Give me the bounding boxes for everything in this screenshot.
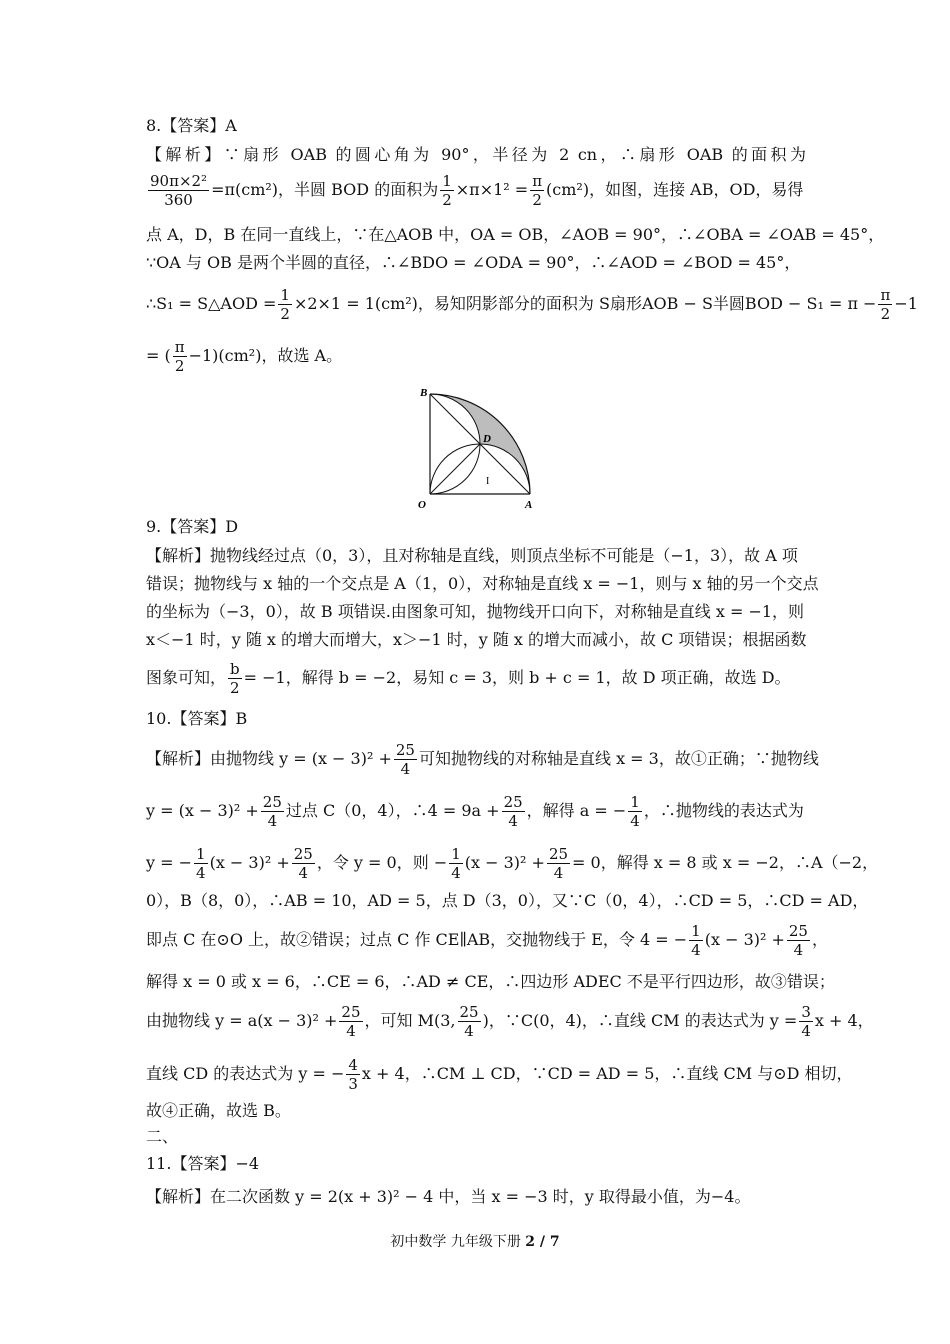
label-a: A <box>525 499 533 511</box>
q8-analysis-line-1: 【解析】∵扇形 OAB 的圆心角为 90°，半径为 2 cn，∴扇形 OAB 的面积为 <box>146 145 806 164</box>
q8-analysis-line-5: ∴S₁ = S△AOD = $\frac{1}{2}$ ×2×1 = 1(cm²)，易知阴影部分的面积为 S扇形AOB − S半圆BOD − S₁ = π − $\frac{\pi}{2}$ −1 <box>146 286 918 323</box>
q8-analysis-line-3: 点 A，D，B 在同一直线上，∵在△AOB 中，OA = OB，∠AOB = 90°，∴∠OBA = ∠OAB = 45°， <box>146 225 885 244</box>
q11-answer: 11.【答案】−4 <box>146 1154 260 1173</box>
q10-analysis-line-9: 故④正确，故选 B。 <box>146 1101 291 1120</box>
label-b: B <box>420 387 428 399</box>
label-d: D <box>483 433 491 445</box>
q8-analysis-line-2: $\frac{\text{90π×2²}}{360}$ =π(cm²)，半圆 BOD 的面积为 $\frac{1}{2}$ ×π×1² = $\frac{\pi}{2}$ (cm²)，如图，连接 AB，OD，易得 <box>150 172 804 209</box>
fraction: $\frac{25}{4}$ <box>293 845 313 882</box>
section-heading: 二、 <box>146 1127 179 1146</box>
fraction: $\frac{25}{4}$ <box>395 741 415 778</box>
q11-analysis-line-1: 【解析】在二次函数 y = 2(x + 3)² − 4 中，当 x = −3 时，y 取得最小值，为−4。 <box>146 1187 751 1206</box>
q9-analysis-line-4: x＜−1 时，y 随 x 的增大而增大，x＞−1 时，y 随 x 的增大而减小，故 C 项错误；根据函数 <box>146 630 807 649</box>
fraction: $\frac{25}{4}$ <box>788 922 808 959</box>
page-number: 2 / 7 <box>525 1234 560 1250</box>
q8-analysis-line-4: ∵OA 与 OB 是两个半圆的直径，∴∠BDO = ∠ODA = 90°，∴∠AOD = ∠BOD = 45°， <box>146 253 801 272</box>
page-footer <box>0 1232 950 1252</box>
q10-analysis-line-8: 直线 CD 的表达式为 y = − $\frac{4}{3}$ x + 4，∴CM ⊥ CD，∵CD = AD = 5，∴直线 CM 与⊙D 相切， <box>146 1056 853 1093</box>
fraction: $\frac{1}{4}$ <box>630 793 640 830</box>
q10-analysis-line-3: y = − $\frac{1}{4}$ (x − 3)² + $\frac{25}{4}$ ，令 y = 0，则 − $\frac{1}{4}$ (x − 3)² + $\frac{25}{4}$ = 0，解得 x = 8 或 x = −2，∴A（−2， <box>146 845 879 882</box>
fraction: $\frac{1}{4}$ <box>451 845 461 882</box>
label-o: O <box>418 499 426 511</box>
label-region-i: I <box>486 476 490 487</box>
fraction: $\frac{25}{4}$ <box>503 793 523 830</box>
q9-analysis-line-2: 错误；抛物线与 x 轴的一个交点是 A（1，0），对称轴是直线 x = −1，则与 x 轴的另一个交点 <box>146 574 819 593</box>
fraction: $\frac{25}{4}$ <box>262 793 282 830</box>
fraction: $\frac{\pi}{2}$ <box>174 338 185 375</box>
q9-answer: 9.【答案】D <box>146 517 239 536</box>
q10-analysis-line-4: 0），B（8，0），∴AB = 10，AD = 5，点 D（3，0），又∵C（0，4），∴CD = 5，∴CD = AD， <box>146 891 869 910</box>
q10-analysis-line-5: 即点 C 在⊙O 上，故②错误；过点 C 作 CE∥AB，交抛物线于 E，令 4 = − $\frac{1}{4}$ (x − 3)² + $\frac{25}{4}$ ， <box>146 922 828 959</box>
fraction: $\frac{3}{4}$ <box>801 1003 811 1040</box>
q9-analysis-line-3: 的坐标为（−3，0），故 B 项错误.由图象可知，抛物线开口向下，对称轴是直线 x = −1，则 <box>146 602 805 621</box>
fraction: $\frac{1}{2}$ <box>442 172 452 209</box>
q9-analysis-line-5: 图象可知， $\frac{b}{2}$ = −1，解得 b = −2，易知 c = 3，则 b + c = 1，故 D 项正确，故选 D。 <box>146 660 791 697</box>
q8-analysis-line-6: = ( $\frac{\pi}{2}$ −1)(cm²)，故选 A。 <box>146 338 343 375</box>
fraction: $\frac{25}{4}$ <box>341 1003 361 1040</box>
q9-analysis-line-1: 【解析】抛物线经过点（0，3），且对称轴是直线，则顶点坐标不可能是（−1，3），故 A 项 <box>146 546 798 565</box>
fraction: $\frac{\text{90π×2²}}{360}$ <box>150 172 208 209</box>
q10-analysis-line-2: y = (x − 3)² + $\frac{25}{4}$ 过点 C（0，4），∴4 = 9a + $\frac{25}{4}$ ，解得 a = − $\frac{1}{4}$ ，∴抛物线的表达式为 <box>146 793 804 830</box>
q8-answer: 8.【答案】A <box>146 116 237 135</box>
fraction: $\frac{1}{2}$ <box>280 286 290 323</box>
segment-od <box>430 444 480 494</box>
fraction: $\frac{b}{2}$ <box>230 660 240 697</box>
q10-analysis-line-1: 【解析】由抛物线 y = (x − 3)² + $\frac{25}{4}$ 可知抛物线的对称轴是直线 x = 3，故①正确；∵抛物线 <box>146 741 819 778</box>
fraction: $\frac{\pi}{2}$ <box>532 172 543 209</box>
q10-analysis-line-6: 解得 x = 0 或 x = 6，∴CE = 6，∴AD ≠ CE，∴四边形 ADEC 不是平行四边形，故③错误； <box>146 972 835 991</box>
fraction: $\frac{4}{3}$ <box>348 1056 358 1093</box>
fraction: $\frac{25}{4}$ <box>548 845 569 882</box>
q10-analysis-line-7: 由抛物线 y = a(x − 3)² + $\frac{25}{4}$ ，可知 M(3, $\frac{25}{4}$ )，∵C(0，4)，∴直线 CM 的表达式为 y = $\frac{3}{4}$ x + 4， <box>146 1003 874 1040</box>
geometry-figure <box>410 384 540 514</box>
footer-text: 初中数学 九年级下册 <box>390 1234 526 1250</box>
fraction: $\frac{1}{4}$ <box>691 922 701 959</box>
fraction: $\frac{25}{4}$ <box>459 1003 479 1040</box>
fraction: $\frac{\pi}{2}$ <box>880 286 891 323</box>
fraction: $\frac{1}{4}$ <box>196 845 206 882</box>
q10-answer: 10.【答案】B <box>146 709 248 728</box>
